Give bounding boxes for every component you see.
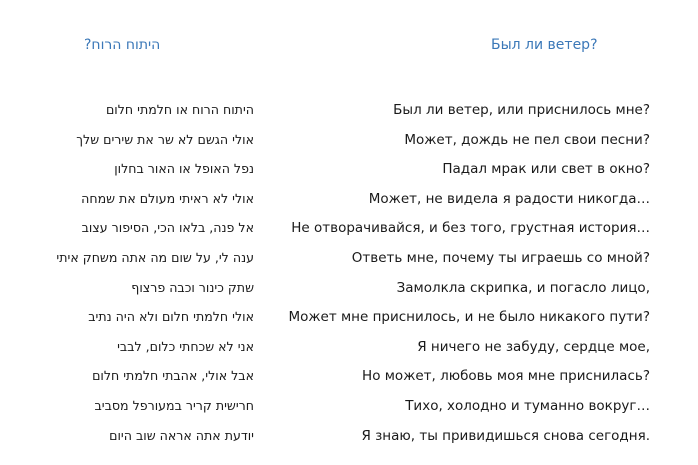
hebrew-line: אולי הגשם לא שר את שירים שלך bbox=[76, 131, 254, 147]
russian-line: Тихо, холодно и туманно вокруг… bbox=[405, 397, 650, 414]
hebrew-line: אל פנה, בלאו הכי, הסיפור עצוב bbox=[81, 220, 254, 236]
hebrew-line: היתוח הרוח או חלמתי חלום bbox=[105, 102, 254, 117]
hebrew-poem bbox=[56, 102, 254, 457]
hebrew-line: חרישית קריר במעורפל מסביב bbox=[94, 397, 254, 413]
hebrew-line: שתק כינור וכבה פרצוף bbox=[131, 279, 254, 295]
russian-line: Ответь мне, почему ты играешь со мной? bbox=[351, 249, 650, 266]
russian-line: Может мне приснилось, и не было никакого пути? bbox=[288, 309, 650, 326]
russian-title: Был ли ветер? bbox=[491, 37, 598, 53]
hebrew-line: נפל האופל או האור בחלון bbox=[114, 161, 254, 177]
russian-line: Но может, любовь моя мне приснилась? bbox=[362, 368, 650, 385]
hebrew-title: היתוח הרוח? bbox=[84, 37, 161, 53]
russian-line: Был ли ветер, или приснилось мне? bbox=[393, 102, 650, 118]
hebrew-line: אבל אולי, אהבתי חלמתי חלום bbox=[92, 368, 254, 384]
hebrew-line: אני לא שכחתי כלום, לבבי bbox=[117, 338, 254, 354]
hebrew-line: ענה לי, על שום מה אתה משחק איתי bbox=[56, 249, 254, 265]
russian-poem bbox=[282, 102, 650, 457]
russian-line: Замолкла скрипка, и погасло лицо, bbox=[396, 279, 650, 296]
russian-line: Я знаю, ты привидишься снова сегодня. bbox=[361, 427, 650, 444]
hebrew-line: אולי לא ראיתי מעולם את שמחה bbox=[81, 190, 254, 206]
hebrew-line: אולי חלמתי חלום ולא היה נתיב bbox=[88, 309, 254, 325]
hebrew-line: יודעת אתה אראה שוב היום bbox=[109, 427, 254, 443]
russian-line: Падал мрак или свет в окно? bbox=[442, 161, 650, 178]
russian-line: Может, не видела я радости никогда… bbox=[368, 190, 650, 207]
russian-line: Может, дождь не пел свои песни? bbox=[404, 131, 650, 148]
russian-line: Я ничего не забуду, сердце мое, bbox=[417, 338, 650, 355]
russian-line: Не отворачивайся, и без того, грустная история… bbox=[291, 220, 650, 237]
